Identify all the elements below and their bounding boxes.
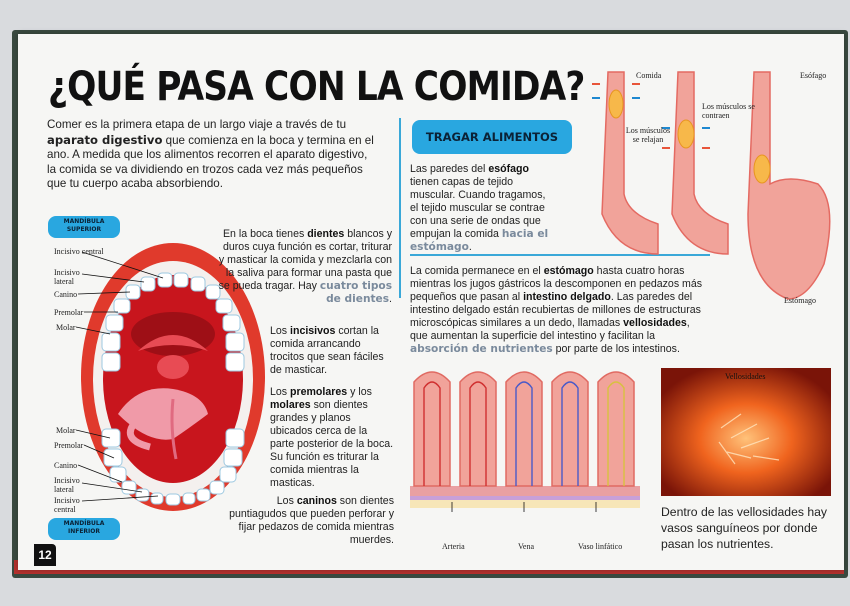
label-upper-incisor-central: Incisivo central	[54, 247, 104, 256]
label-upper-premolar: Premolar	[54, 308, 84, 317]
teeth-intro-text: En la boca tienes dientes blancos y duros cuya función es cortar, triturar y masticar la comida y mezclarla con la saliva para formar una pasta que se pueda tragar. Hay cuatro tipos de dientes.	[218, 228, 392, 305]
incisors-text: Los incisivos cortan la comida arrancando trocitos que sean fáciles de masticar.	[270, 325, 384, 376]
label-lower-incisor-lateral: Incisivo lateral	[54, 476, 80, 494]
label-upper-incisor-lateral: Incisivo lateral	[54, 268, 80, 286]
intro-bold-term: aparato digestivo	[47, 132, 163, 147]
upper-jaw-badge: MANDÍBULA SUPERIOR	[48, 216, 120, 238]
label-vellosidades: Vellosidades	[725, 372, 766, 381]
label-esofago: Esófago	[800, 71, 827, 80]
label-relajan: Los músculos se relajan	[625, 126, 671, 144]
page-title: ¿QUÉ PASA CON LA COMIDA?	[48, 64, 585, 110]
molars-text: Los premolares y los molares son dientes grandes y planos ubicados cerca de la parte posterior de la boca. Su función es triturar la comida mientras la masticas.	[270, 386, 394, 489]
label-lower-premolar: Premolar	[54, 441, 84, 450]
intro-text-1: Comer es la primera etapa de un largo viaje a través de tu	[47, 118, 347, 131]
esophagus-illustration	[588, 64, 844, 310]
label-upper-canine: Canino	[54, 290, 78, 299]
canines-text: Los caninos son dientes puntiagudos que pueden perforar y fijar pedazos de comida mientras muerdes.	[229, 495, 394, 546]
villi-photo	[661, 368, 831, 496]
book-page	[18, 34, 844, 570]
swallow-text: Las paredes del esófago tienen capas de tejido muscular. Cuando tragamos, el tejido muscular se contrae con una serie de ondas que empujan la comida hacia el estómago.	[410, 163, 549, 253]
label-lower-molar: Molar	[56, 426, 76, 435]
stomach-text: La comida permanece en el estómago hasta cuatro horas mientras los jugos gástricos la descomponen en pedazos más pequeños que pasan al intestino delgado. Las paredes del intestino delgado están recubiertas de millones de estructuras microscópicas similares a un dedo, llamadas vellosidades, que aumentan la superficie del intestino y facilitan la absorción de nutrientes por parte de los intestinos.	[410, 265, 703, 355]
label-vena: Vena	[518, 542, 534, 551]
label-lower-incisor-central: Incisivo central	[54, 496, 80, 514]
label-arteria: Arteria	[442, 542, 465, 551]
label-estomago: Estómago	[784, 296, 816, 305]
label-comida: Comida	[636, 71, 662, 80]
villi-diagram	[410, 362, 640, 512]
label-lower-canine: Canino	[54, 461, 78, 470]
swallow-badge: TRAGAR ALIMENTOS	[412, 120, 572, 154]
label-upper-molar: Molar	[56, 323, 76, 332]
section-divider-vertical	[399, 118, 401, 298]
label-vaso-linfatico: Vaso linfático	[578, 542, 623, 551]
page-number: 12	[34, 544, 56, 566]
label-contraen: Los músculos se contraen	[702, 102, 755, 120]
intro-text-2: que comienza en la boca y termina en el ano. A medida que los alimentos recorren el aparato digestivo, la comida se va dividiendo en trozos cada vez más pequeños que tu cuerpo acaba absorbiendo.	[47, 133, 374, 190]
lower-jaw-badge: MANDÍBULA INFERIOR	[48, 518, 120, 540]
villi-caption: Dentro de las vellosidades hay vasos sanguíneos por donde pasan los nutrientes.	[661, 505, 827, 551]
